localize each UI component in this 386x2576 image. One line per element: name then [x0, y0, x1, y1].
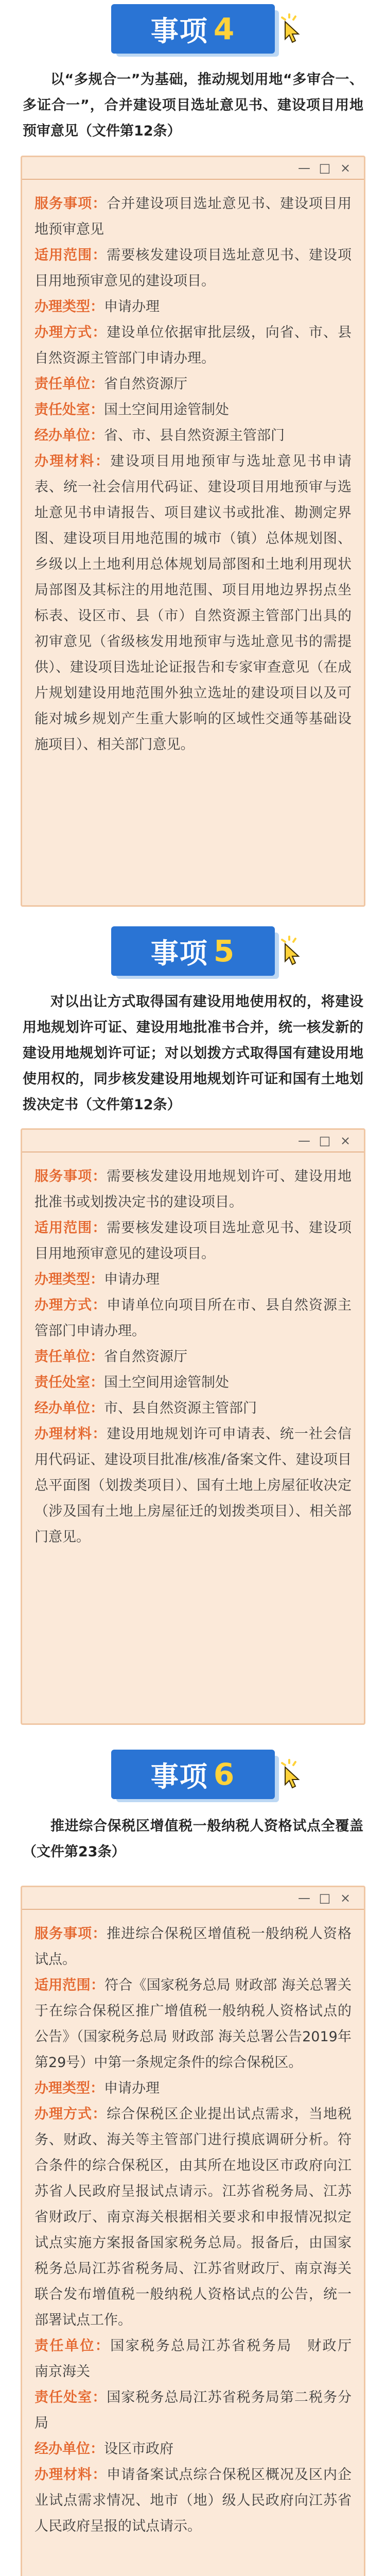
window-titlebar: [22, 1130, 364, 1153]
item-title-number: 4: [213, 11, 236, 46]
row-value: 设区市政府: [104, 2441, 173, 2457]
row-value: 省自然资源厅: [104, 376, 187, 392]
row-value: 建设用地规划许可申请表、统一社会信用代码证、建设项目批准/核准/备案文件、建设项目总平面图（划拨类项目）、国有土地上房屋征收决定（涉及国有土地上房屋征迁的划拨类项目）、相关部门意见。: [34, 1426, 352, 1545]
row-label: 办理类型：: [34, 1272, 104, 1287]
window-titlebar: [22, 1887, 364, 1910]
unit-row: [34, 2333, 365, 2385]
row-value: 建设项目用地预审与选址意见书申请表、统一社会信用代码证、建设项目用地预审与选址意见书申请报告、项目建议书或批准、勘测定界图、建设项目用地范围的城市（镇）总体规划图、乡级以上土地利用总体规划局部图和土地利用现状局部图及其标注的用地范围、项目用地边界拐点坐标表、设区市、县（市）自然资源主管部门出具的初审意见（省级核发用地预审与选址意见书的需提供）、建设项目选址论证报告和专家审查意见（在成片规划建设用地范围外独立选址的建设项目以及可能对城乡规划产生重大影响的区域性交通等基础设施项目）、相关部门意见。: [34, 453, 352, 753]
row-label: 适用范围：: [34, 1220, 107, 1236]
row-label: 责任处室：: [34, 402, 104, 418]
row-label: 办理类型：: [34, 299, 104, 315]
scope-row: [34, 1973, 352, 2076]
type-row: [34, 2076, 352, 2102]
service-row: [34, 191, 352, 243]
unit-row: [34, 371, 352, 397]
row-label: 办理方式：: [34, 1297, 107, 1313]
item-6-window: [21, 1886, 365, 2576]
row-value: 建设单位依据审批层级，向省、市、县自然资源主管部门申请办理。: [34, 325, 352, 366]
row-label: 适用范围：: [34, 247, 107, 263]
row-value: 省自然资源厅: [104, 1349, 187, 1365]
office-row: [34, 2385, 352, 2436]
materials-row: [34, 449, 352, 758]
method-row: [34, 2102, 352, 2333]
materials-row: [34, 1421, 352, 1550]
minimize-icon[interactable]: —: [298, 1133, 310, 1148]
item-5-intro: 对以出让方式取得国有建设用地使用权的，将建设用地规划许可证、建设用地批准书合并，统一核发新的建设用地规划许可证；对以划拨方式取得国有建设用地使用权的，同步核发建设用地规划许可证和国有土地划拨决定书（文件第12条）: [23, 994, 363, 1113]
item-5-header: [0, 922, 386, 979]
service-row: [34, 1921, 352, 1973]
row-value: 国土空间用途管制处: [104, 402, 229, 418]
materials-row: [34, 2462, 352, 2539]
row-value: 市、县自然资源主管部门: [104, 1400, 257, 1416]
item-4-window: [21, 156, 365, 907]
item-title-number: 6: [213, 1757, 236, 1792]
service-row: [34, 1164, 352, 1215]
row-label: 适用范围：: [34, 1977, 105, 1993]
item-6-badge: [111, 1750, 275, 1799]
item-6-header: [0, 1745, 386, 1802]
row-label: 责任处室：: [34, 1375, 104, 1391]
window-titlebar: [22, 157, 364, 180]
row-value: 合并建设项目选址意见书、建设项目用地预审意见: [34, 196, 352, 238]
row-value: 申请办理: [104, 1272, 160, 1287]
row-label: 服务事项：: [34, 196, 107, 212]
item-5-badge: [111, 926, 275, 976]
scope-row: [34, 243, 352, 294]
type-row: [34, 294, 352, 320]
handler-row: [34, 423, 352, 449]
row-value: 需要核发建设项目选址意见书、建设项目用地预审意见的建设项目。: [34, 247, 352, 289]
row-label: 经办单位：: [34, 428, 104, 444]
maximize-icon[interactable]: □: [319, 161, 331, 175]
handler-row: [34, 1396, 352, 1421]
method-row: [34, 320, 352, 371]
handler-row: [34, 2436, 352, 2462]
row-label: 经办单位：: [34, 2441, 104, 2457]
item-6-intro: 推进综合保税区增值税一般纳税人资格试点全覆盖（文件第23条）: [23, 1818, 363, 1860]
unit-row: [34, 1344, 352, 1370]
row-label: 服务事项：: [34, 1168, 107, 1184]
row-value: 综合保税区企业提出试点需求，当地税务、财政、海关等主管部门进行摸底调研分析。符合条件的综合保税区，由其所在地设区市政府向江苏省人民政府呈报试点请示。江苏省税务局、江苏省财政厅、南京海关根据相关要求和申报情况拟定试点实施方案报备国家税务总局。报备后，由国家税务总局江苏省税务局、江苏省财政厅、南京海关联合发布增值税一般纳税人资格试点的公告，统一部署试点工作。: [34, 2106, 352, 2328]
row-label: 责任单位：: [34, 1349, 104, 1365]
scope-row: [34, 1215, 352, 1267]
row-label: 服务事项：: [34, 1926, 107, 1942]
maximize-icon[interactable]: □: [319, 1891, 331, 1905]
close-icon[interactable]: ×: [340, 1133, 351, 1148]
item-title-number: 5: [213, 934, 236, 969]
row-label: 经办单位：: [34, 1400, 104, 1416]
type-row: [34, 1267, 352, 1293]
item-title-word: 事项: [150, 937, 208, 970]
cursor-click-icon: [278, 936, 311, 969]
item-5-window: [21, 1128, 365, 1725]
row-value: 申请单位向项目所在市、县自然资源主管部门申请办理。: [34, 1297, 352, 1339]
item-title-word: 事项: [150, 14, 208, 47]
office-row: [34, 1370, 352, 1396]
close-icon[interactable]: ×: [340, 161, 351, 175]
close-icon[interactable]: ×: [340, 1891, 351, 1905]
item-title-word: 事项: [150, 1760, 208, 1793]
row-value: 国土空间用途管制处: [104, 1375, 229, 1391]
row-value: 省、市、县自然资源主管部门: [104, 428, 285, 444]
row-value: 需要核发建设项目选址意见书、建设项目用地预审意见的建设项目。: [34, 1220, 352, 1262]
row-value: 申请备案试点综合保税区概况及区内企业试点需求情况、地市（地）级人民政府向江苏省人民政府呈报的试点请示。: [34, 2467, 352, 2534]
item-4-header: [0, 0, 386, 57]
item-4-intro: 以“多规合一”为基础，推动规划用地“多审合一、多证合一”，合并建设项目选址意见书、建设项目用地预审意见（文件第12条）: [23, 72, 363, 139]
maximize-icon[interactable]: □: [319, 1133, 331, 1148]
row-value: 符合《国家税务总局 财政部 海关总署关于在综合保税区推广增值税一般纳税人资格试点的公告》（国家税务总局 财政部 海关总署公告2019年第29号）中第一条规定条件的综合保税区。: [34, 1977, 352, 2071]
row-label: 责任处室：: [34, 2389, 107, 2405]
row-label: 办理材料：: [34, 2467, 107, 2483]
item-4-badge: [111, 4, 275, 54]
cursor-click-icon: [278, 1759, 311, 1792]
row-value: 国家税务总局江苏省税务局 财政厅 南京海关: [34, 2338, 365, 2380]
row-label: 办理材料：: [34, 453, 111, 469]
row-label: 办理类型：: [34, 2080, 104, 2096]
row-value: 国家税务总局江苏省税务局第二税务分局: [34, 2389, 352, 2431]
row-label: 办理方式：: [34, 2106, 107, 2122]
row-label: 办理方式：: [34, 325, 107, 341]
minimize-icon[interactable]: —: [298, 1891, 310, 1905]
row-value: 推进综合保税区增值税一般纳税人资格试点。: [34, 1926, 352, 1968]
minimize-icon[interactable]: —: [298, 161, 310, 175]
cursor-click-icon: [278, 13, 311, 46]
row-value: 需要核发建设用地规划许可、建设用地批准书或划拨决定书的建设项目。: [34, 1168, 352, 1210]
method-row: [34, 1293, 352, 1344]
row-label: 责任单位：: [34, 2338, 111, 2354]
office-row: [34, 397, 352, 423]
row-label: 责任单位：: [34, 376, 104, 392]
row-value: 申请办理: [104, 299, 160, 315]
row-value: 申请办理: [104, 2080, 160, 2096]
row-label: 办理材料：: [34, 1426, 107, 1442]
